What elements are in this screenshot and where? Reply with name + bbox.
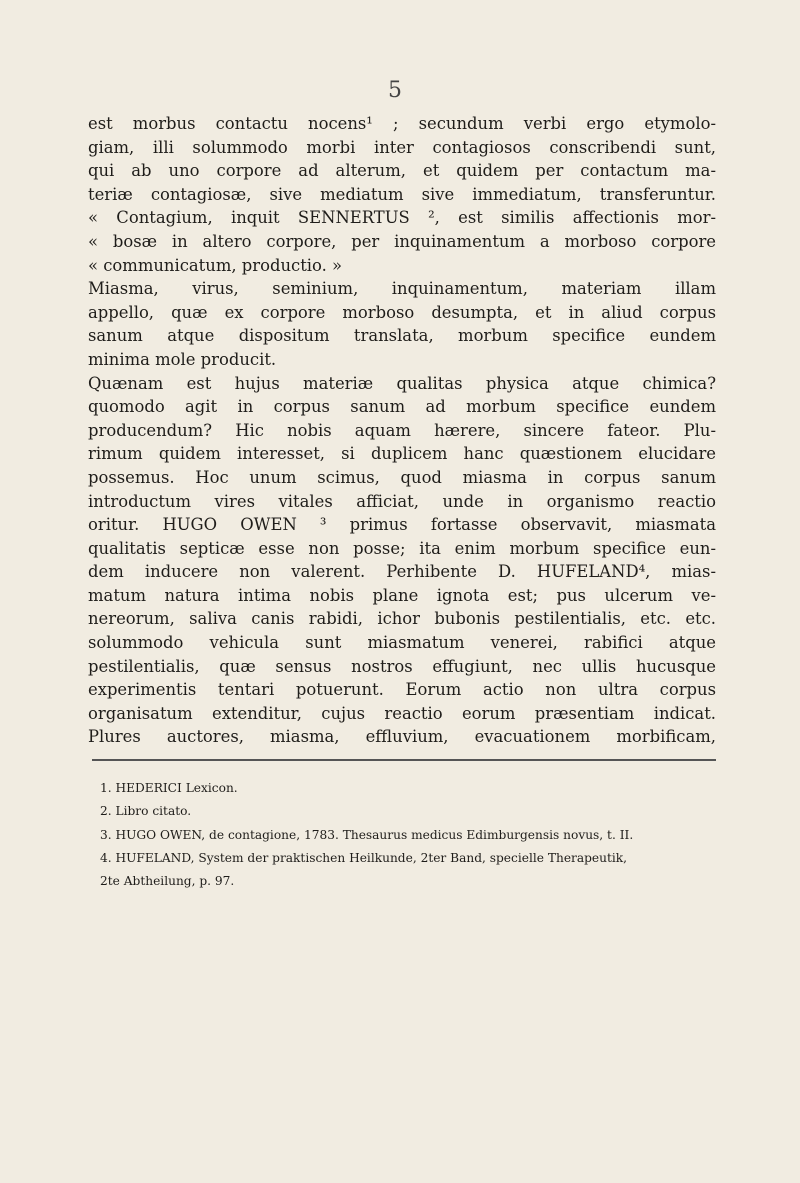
text-line: Miasma, virus, seminium, inquinamentum, materiam illam bbox=[88, 279, 716, 299]
footnotes bbox=[100, 777, 720, 893]
text-line: introductum vires vitales afficiat, unde in organismo reactio bbox=[88, 491, 716, 511]
text-line: « communicatum, productio. » bbox=[88, 255, 343, 275]
text-line: Quænam est hujus materiæ qualitas physica atque chimica? bbox=[88, 373, 716, 393]
text-line: teriæ contagiosæ, sive mediatum sive immediatum, transferuntur. bbox=[88, 184, 716, 204]
text-line: minima mole producit. bbox=[88, 349, 277, 369]
text-line: pestilentialis, quæ sensus nostros effugiunt, nec ullis hucusque bbox=[88, 656, 716, 676]
text-line: solummodo vehicula sunt miasmatum venerei, rabifici atque bbox=[88, 633, 716, 653]
footnote: 3. HUGO OWEN, de contagione, 1783. Thesaurus medicus Edimburgensis novus, t. II. bbox=[100, 827, 634, 842]
footnote-continuation: 2te Abtheilung, p. 97. bbox=[100, 874, 235, 889]
footnote-divider bbox=[92, 759, 716, 761]
text-line: organisatum extenditur, cujus reactio eorum præsentiam indicat. bbox=[88, 703, 716, 723]
text-line: appello, quæ ex corpore morboso desumpta, et in aliud corpus bbox=[88, 302, 716, 322]
text-line: quomodo agit in corpus sanum ad morbum specifice eundem bbox=[88, 397, 716, 417]
text-line: « bosæ in altero corpore, per inquinamentum a morboso corpore bbox=[88, 231, 716, 251]
text-line: giam, illi solummodo morbi inter contagiosos conscribendi sunt, bbox=[88, 137, 716, 157]
text-line: dem inducere non valerent. Perhibente D. HUFELAND⁴, mias- bbox=[88, 562, 716, 582]
text-line: rimum quidem interesset, si duplicem hanc quæstionem elucidare bbox=[88, 444, 716, 464]
text-line: Plures auctores, miasma, effluvium, evacuationem morbificam, bbox=[88, 727, 716, 747]
text-line: qualitatis septicæ esse non posse; ita enim morbum specifice eun- bbox=[88, 538, 716, 558]
text-line: possemus. Hoc unum scimus, quod miasma in corpus sanum bbox=[88, 467, 716, 487]
page-number: 5 bbox=[388, 78, 402, 103]
text-line: « Contagium, inquit SENNERTUS ², est similis affectionis mor- bbox=[88, 208, 716, 228]
main-text bbox=[88, 112, 716, 749]
text-line: est morbus contactu nocens¹ ; secundum verbi ergo etymolo- bbox=[88, 114, 716, 133]
text-line: qui ab uno corpore ad alterum, et quidem per contactum ma- bbox=[88, 161, 716, 181]
text-line: oritur. HUGO OWEN ³ primus fortasse observavit, miasmata bbox=[88, 515, 716, 535]
text-line: matum natura intima nobis plane ignota est; pus ulcerum ve- bbox=[88, 585, 716, 605]
text-line: experimentis tentari potuerunt. Eorum actio non ultra corpus bbox=[88, 680, 716, 700]
text-line: nereorum, saliva canis rabidi, ichor bubonis pestilentialis, etc. etc. bbox=[88, 609, 716, 629]
footnote: 1. HEDERICI Lexicon. bbox=[100, 781, 238, 795]
footnote: 2. Libro citato. bbox=[100, 804, 192, 819]
text-line: producendum? Hic nobis aquam hærere, sincere fateor. Plu- bbox=[88, 420, 716, 440]
text-line: sanum atque dispositum translata, morbum specifice eundem bbox=[88, 326, 716, 346]
footnote: 4. HUFELAND, System der praktischen Heilkunde, 2ter Band, specielle Therapeutik, bbox=[100, 850, 628, 865]
